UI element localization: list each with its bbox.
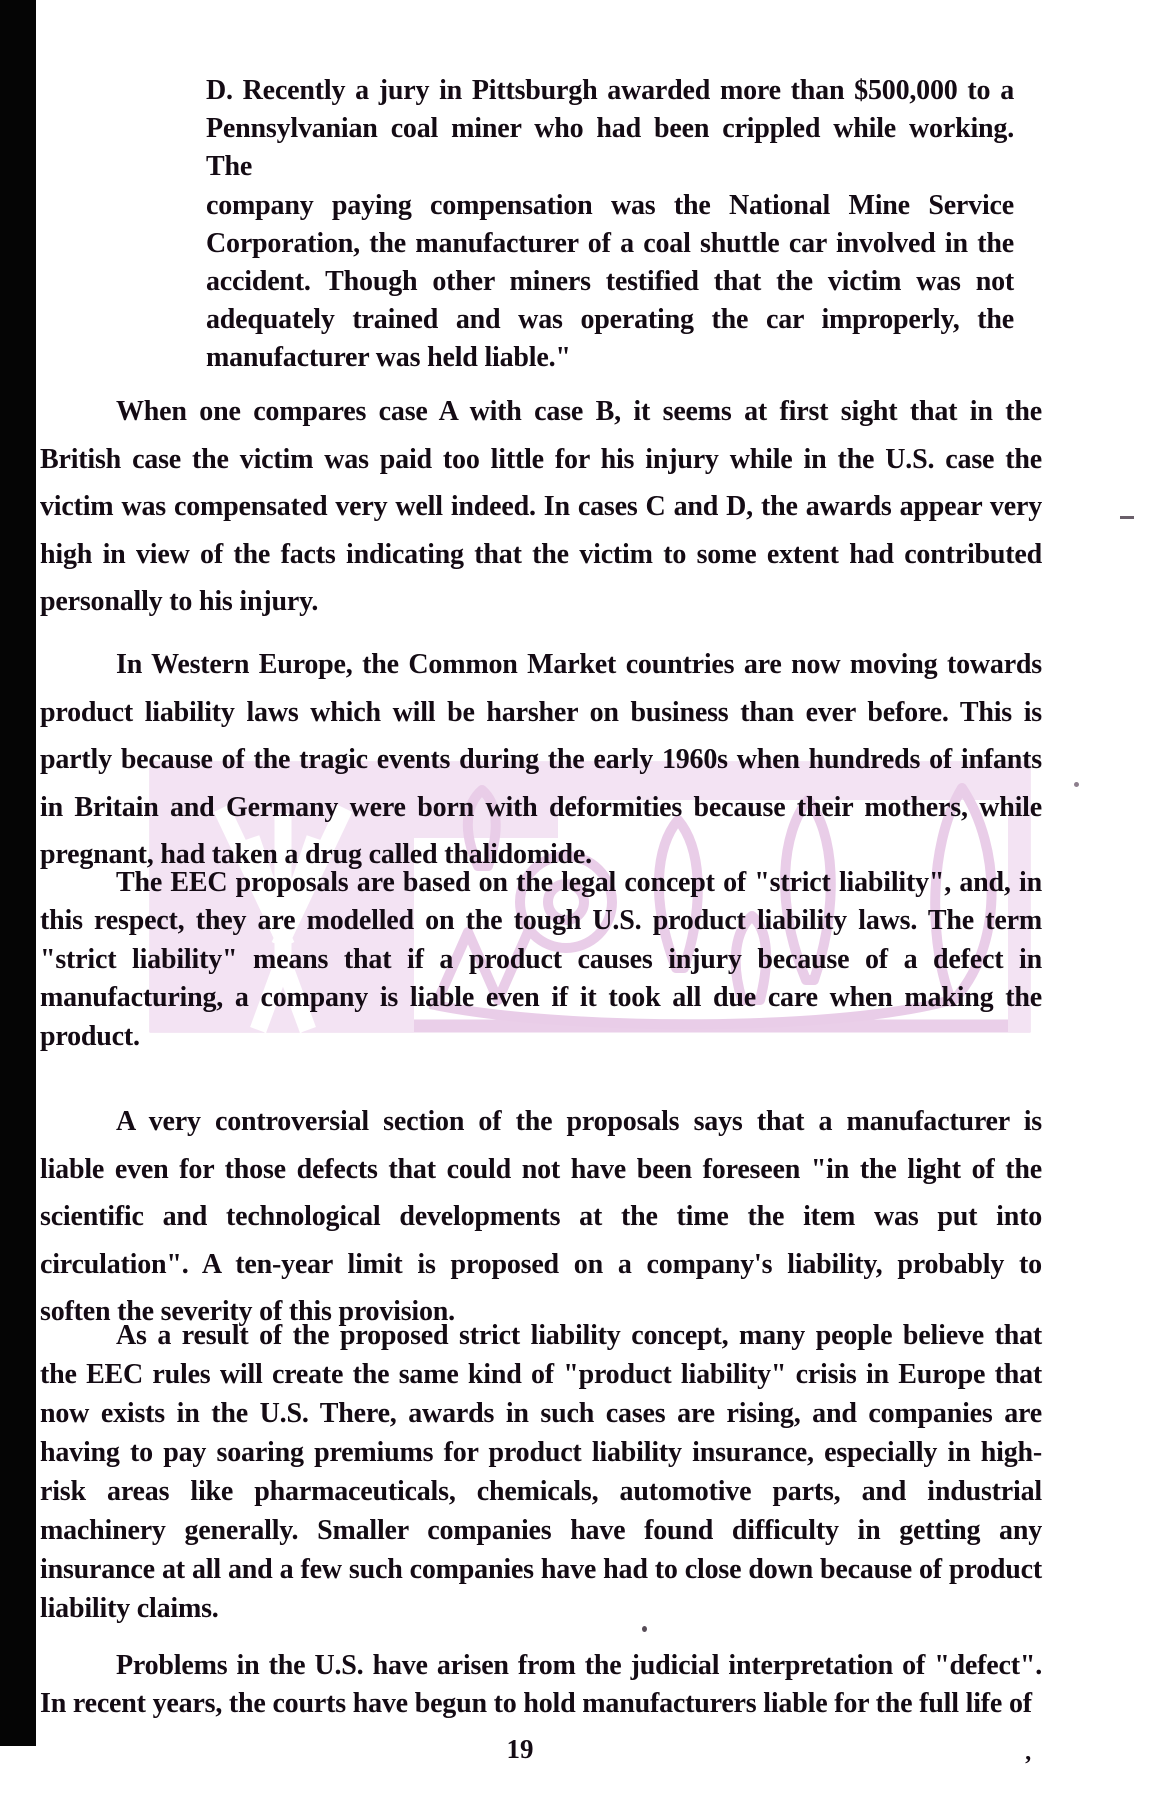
stray-scan-apostrophe: ’ — [1024, 1752, 1032, 1778]
stray-scan-dot — [1074, 782, 1079, 787]
stray-scan-dash — [1120, 516, 1134, 519]
paragraph-western-europe: In Western Europe, the Common Market countries are now moving towards product liability laws which will be harsher on business than ever before. This is partly because of the tragic events during the early 1960s when hundreds of infants in Britain and Germany were born with deformities because their mothers, while pregnant, had taken a drug called thalidomide. — [40, 649, 1042, 870]
stray-scan-dot — [642, 1626, 647, 1632]
blockquote-case-d: D. Recently a jury in Pittsburgh awarded more than $500,000 to a Pennsylvanian coal miner who had been crippled while working. The company paying compensation was the National Mine Service Corporation, the manufacturer of a coal shuttle car involved in the accident. Though other miners testified that the victim was not adequately trained and was operating the car improperly, the manufacturer was held liable." — [206, 75, 1014, 374]
paragraph-eec-proposals: The EEC proposals are based on the legal concept of "strict liability", and, in this respect, they are modelled on the tough U.S. product liability laws. The term "strict liability" means that if a product causes injury because of a defect in manufacturing, a company is liable even if it took all due care when making the product. — [40, 867, 1042, 1052]
paragraph-liability-crisis: As a result of the proposed strict liability concept, many people believe that the EEC rules will create the same kind of "product liability" crisis in Europe that now exists in the U.S. There, awards in such cases are rising, and companies are having to pay soaring premiums for product liability insurance, especially in high- risk areas like pharmaceuticals, chemicals, automotive parts, and industrial machinery generally. Smaller companies have found difficulty in getting any insurance at all and a few such companies have had to close down because of product liability claims. — [40, 1320, 1042, 1624]
page-number: 19 — [506, 1734, 534, 1764]
paragraph-controversial-section: A very controversial section of the proposals says that a manufacturer is liable even for those defects that could not have been foreseen "in the light of the scientific and technological developments at the time the item was put into circulation". A ten-year limit is proposed on a company's liability, probably to soften the severity of this provision. — [40, 1106, 1042, 1327]
paragraph-problems-us: Problems in the U.S. have arisen from the judicial interpretation of "defect". In recent years, the courts have begun to hold manufacturers liable for the full life of — [40, 1650, 1042, 1719]
paragraph-comparison-cases: When one compares case A with case B, it seems at first sight that in the British case the victim was paid too little for his injury while in the U.S. case the victim was compensated very well indeed. In cases C and D, the awards appear very high in view of the facts indicating that the victim to some extent had contributed personally to his injury. — [40, 396, 1042, 617]
